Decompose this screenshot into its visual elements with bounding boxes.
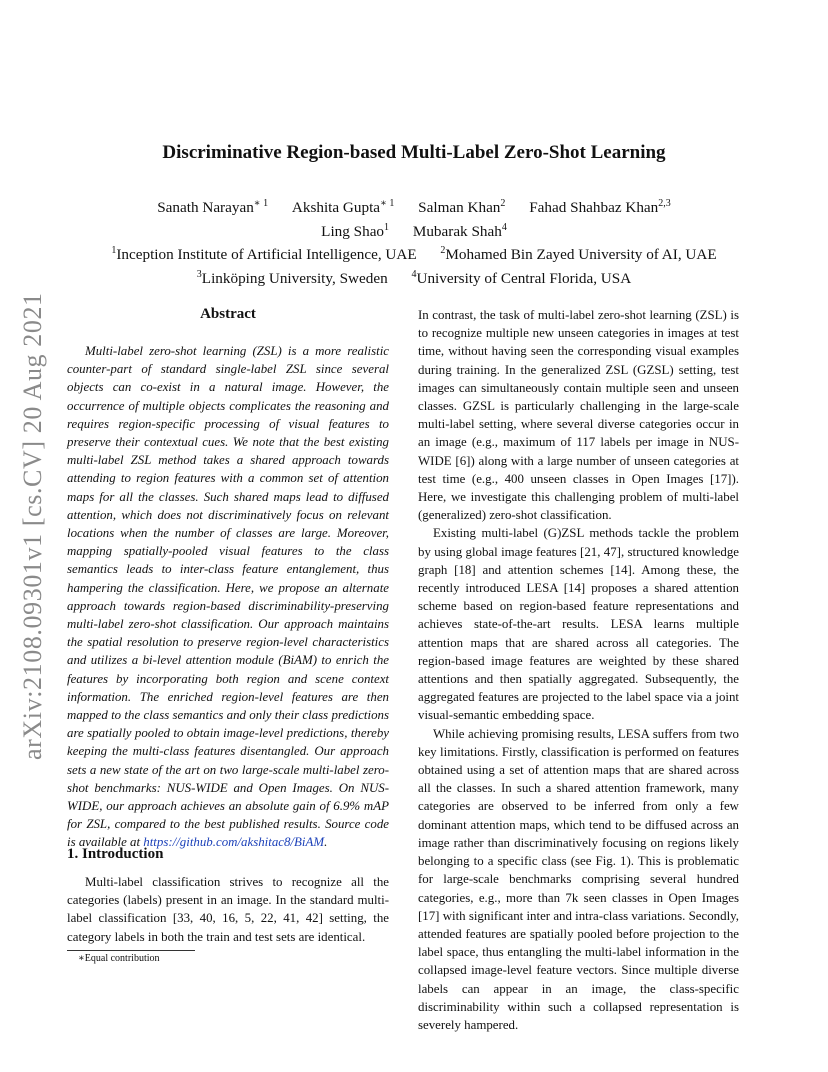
author-line-1 (0, 194, 828, 218)
author: Mubarak Shah$^4$ (412, 221, 507, 240)
author: Sanath Narayan$^{∗ 1}$ (157, 198, 269, 217)
affiliation: $^1$Inception Institute of Artificial Intelligence, UAE (111, 245, 417, 264)
right-column (418, 306, 739, 1034)
author: Akshita Gupta$^{∗ 1}$ (291, 198, 395, 217)
intro-paragraph: Multi-label classification strives to recognize all the categories (labels) present in an image. In the standard multi-label classification [33, 40, 16, 5, 22, 41, 42] setting, the category labels in both the train and test sets are identical. (67, 875, 389, 944)
body-paragraph: Existing multi-label (G)ZSL methods tackle the problem by using global image features [21, 47], structured knowledge graph [18] and attention schemes [14]. Among these, the recently introduced LESA [14] proposes a shared attention scheme based on region-based feature representations and achieves state-of-the-art results. LESA learns multiple attention maps that are shared across all categories. The region-based image features are weighted by these shared attentions and then spatially aggregated. Subsequently, the aggregated features are projected to the label space via a joint visual-semantic embedding space. (418, 526, 739, 723)
affiliation: $^4$University of Central Florida, USA (411, 268, 632, 287)
author: Salman Khan$^2$ (418, 198, 506, 217)
author: Ling Shao$^1$ (321, 221, 390, 240)
abstract-text: Multi-label zero-shot learning (ZSL) is a more realistic counter-part of standard single-label ZSL since several objects can co-exist in a natural image. However, the occurrence of multiple objects complicates the reasoning and requires region-specific processing of visual features to preserve their contextual cues. We note that the best existing multi-label ZSL method takes a shared approach towards attending to region features with a common set of attention maps for all the classes. Such shared maps lead to diffused attention, which does not discriminatively focus on relevant locations when the number of classes are large. Moreover, mapping spatially-pooled visual features to the class semantics leads to inter-class feature entanglement, thus hampering the classification. Here, we propose an alternate approach towards region-based discriminability-preserving multi-label zero-shot classification. Our approach maintains the spatial resolution to preserve region-level characteristics and utilizes a bi-level attention module (BiAM) to enrich the features by incorporating both region and scene context information. The enriched region-level features are then mapped to the class semantics and only their class predictions are spatially pooled to obtain image-level predictions, thereby keeping the multi-class features disentangled. Our approach sets a new state of the art on two large-scale multi-label zero-shot benchmarks: NUS-WIDE and Open Images. On NUS-WIDE, our approach achieves an absolute gain of 6.9% mAP for ZSL, compared to the best published results. Source code is available at (67, 344, 389, 850)
footnote: ∗Equal contribution (78, 953, 160, 964)
body-paragraph: In contrast, the task of multi-label zero-shot learning (ZSL) is to recognize multiple new unseen categories in images at test time, without having seen the corresponding visual examples during training. In the generalized ZSL (GZSL) setting, test images can simultaneously contain multiple seen and unseen classes. GZSL is particularly challenging in the large-scale multi-label setting, where several diverse categories occur in an image (e.g., maximum of 117 labels per image in NUS-WIDE [6]) along with a large number of unseen categories at test time (e.g., 400 unseen classes in Open Images [17]). Here, we investigate this challenging problem of multi-label (generalized) zero-shot classification. (418, 308, 739, 523)
affiliation-line-1 (0, 241, 828, 265)
abstract-body: Multi-label zero-shot learning (ZSL) is a more realistic counter-part of standard single-label ZSL since several objects can co-exist in a natural image. However, the occurrence of multiple objects complicates the reasoning and requires region-specific processing of visual features to preserve their contextual cues. We note that the best existing multi-label ZSL method takes a shared approach towards attending to region features with a common set of attention maps for all the classes. Such shared maps lead to diffused attention, which does not discriminatively focus on relevant locations when the number of classes are large. Moreover, mapping spatially-pooled visual features to the class semantics leads to inter-class feature entanglement, thus hampering the classification. Here, we propose an alternate approach towards region-based discriminability-preserving multi-label zero-shot classification. Our approach maintains the spatial resolution to preserve region-level characteristics and utilizes a bi-level attention module (BiAM) to enrich the features by incorporating both region and scene context information. The enriched region-level features are then mapped to the class semantics and only their class predictions are spatially pooled to obtain image-level predictions, thereby keeping the multi-class features disentangled. Our approach sets a new state of the art on two large-scale multi-label zero-shot benchmarks: NUS-WIDE and Open Images. On NUS-WIDE, our approach achieves an absolute gain of 6.9% mAP for ZSL, compared to the best published results. Source code is available at https://github.com/akshitac8/BiAM. (67, 344, 389, 850)
author: Fahad Shahbaz Khan$^{2,3}$ (529, 198, 671, 217)
footnote-rule (67, 950, 195, 951)
affiliation-line-2 (0, 265, 828, 289)
affiliation: $^3$Linköping University, Sweden (196, 268, 388, 287)
arxiv-watermark: arXiv:2108.09301v1 [cs.CV] 20 Aug 2021 (18, 292, 47, 760)
author-block (0, 194, 828, 288)
source-code-link[interactable]: https://github.com/akshitac8/BiAM (143, 835, 325, 850)
paper-title: Discriminative Region-based Multi-Label Zero-Shot Learning (162, 142, 666, 163)
author-line-2 (0, 218, 828, 242)
section-heading-introduction: 1. Introduction (67, 846, 164, 862)
body-paragraph: While achieving promising results, LESA suffers from two key limitations. Firstly, classification is performed on features obtained using a set of attention maps that are shared across all the classes. In such a shared attention framework, many categories are observed to be inferred from only a few dominant attention maps, which tend to be diffused across an image rather than discriminatively focusing on regions likely belonging to a specific class (see Fig. 1). This is problematic for large-scale benchmarks comprising several hundred categories, e.g., more than 7k seen classes in Open Images [17] with significant inter and intra-class variations. Secondly, attended features are spatially pooled before projection to the label space, thus entangling the multi-label information in the collapsed image-level feature vectors. Since multiple diverse labels can appear in an image, the class-specific discriminability within such a collapsed representation is severely hampered. (418, 726, 739, 1032)
affiliation: $^2$Mohamed Bin Zayed University of AI, UAE (440, 245, 717, 264)
abstract-heading: Abstract (200, 306, 256, 322)
